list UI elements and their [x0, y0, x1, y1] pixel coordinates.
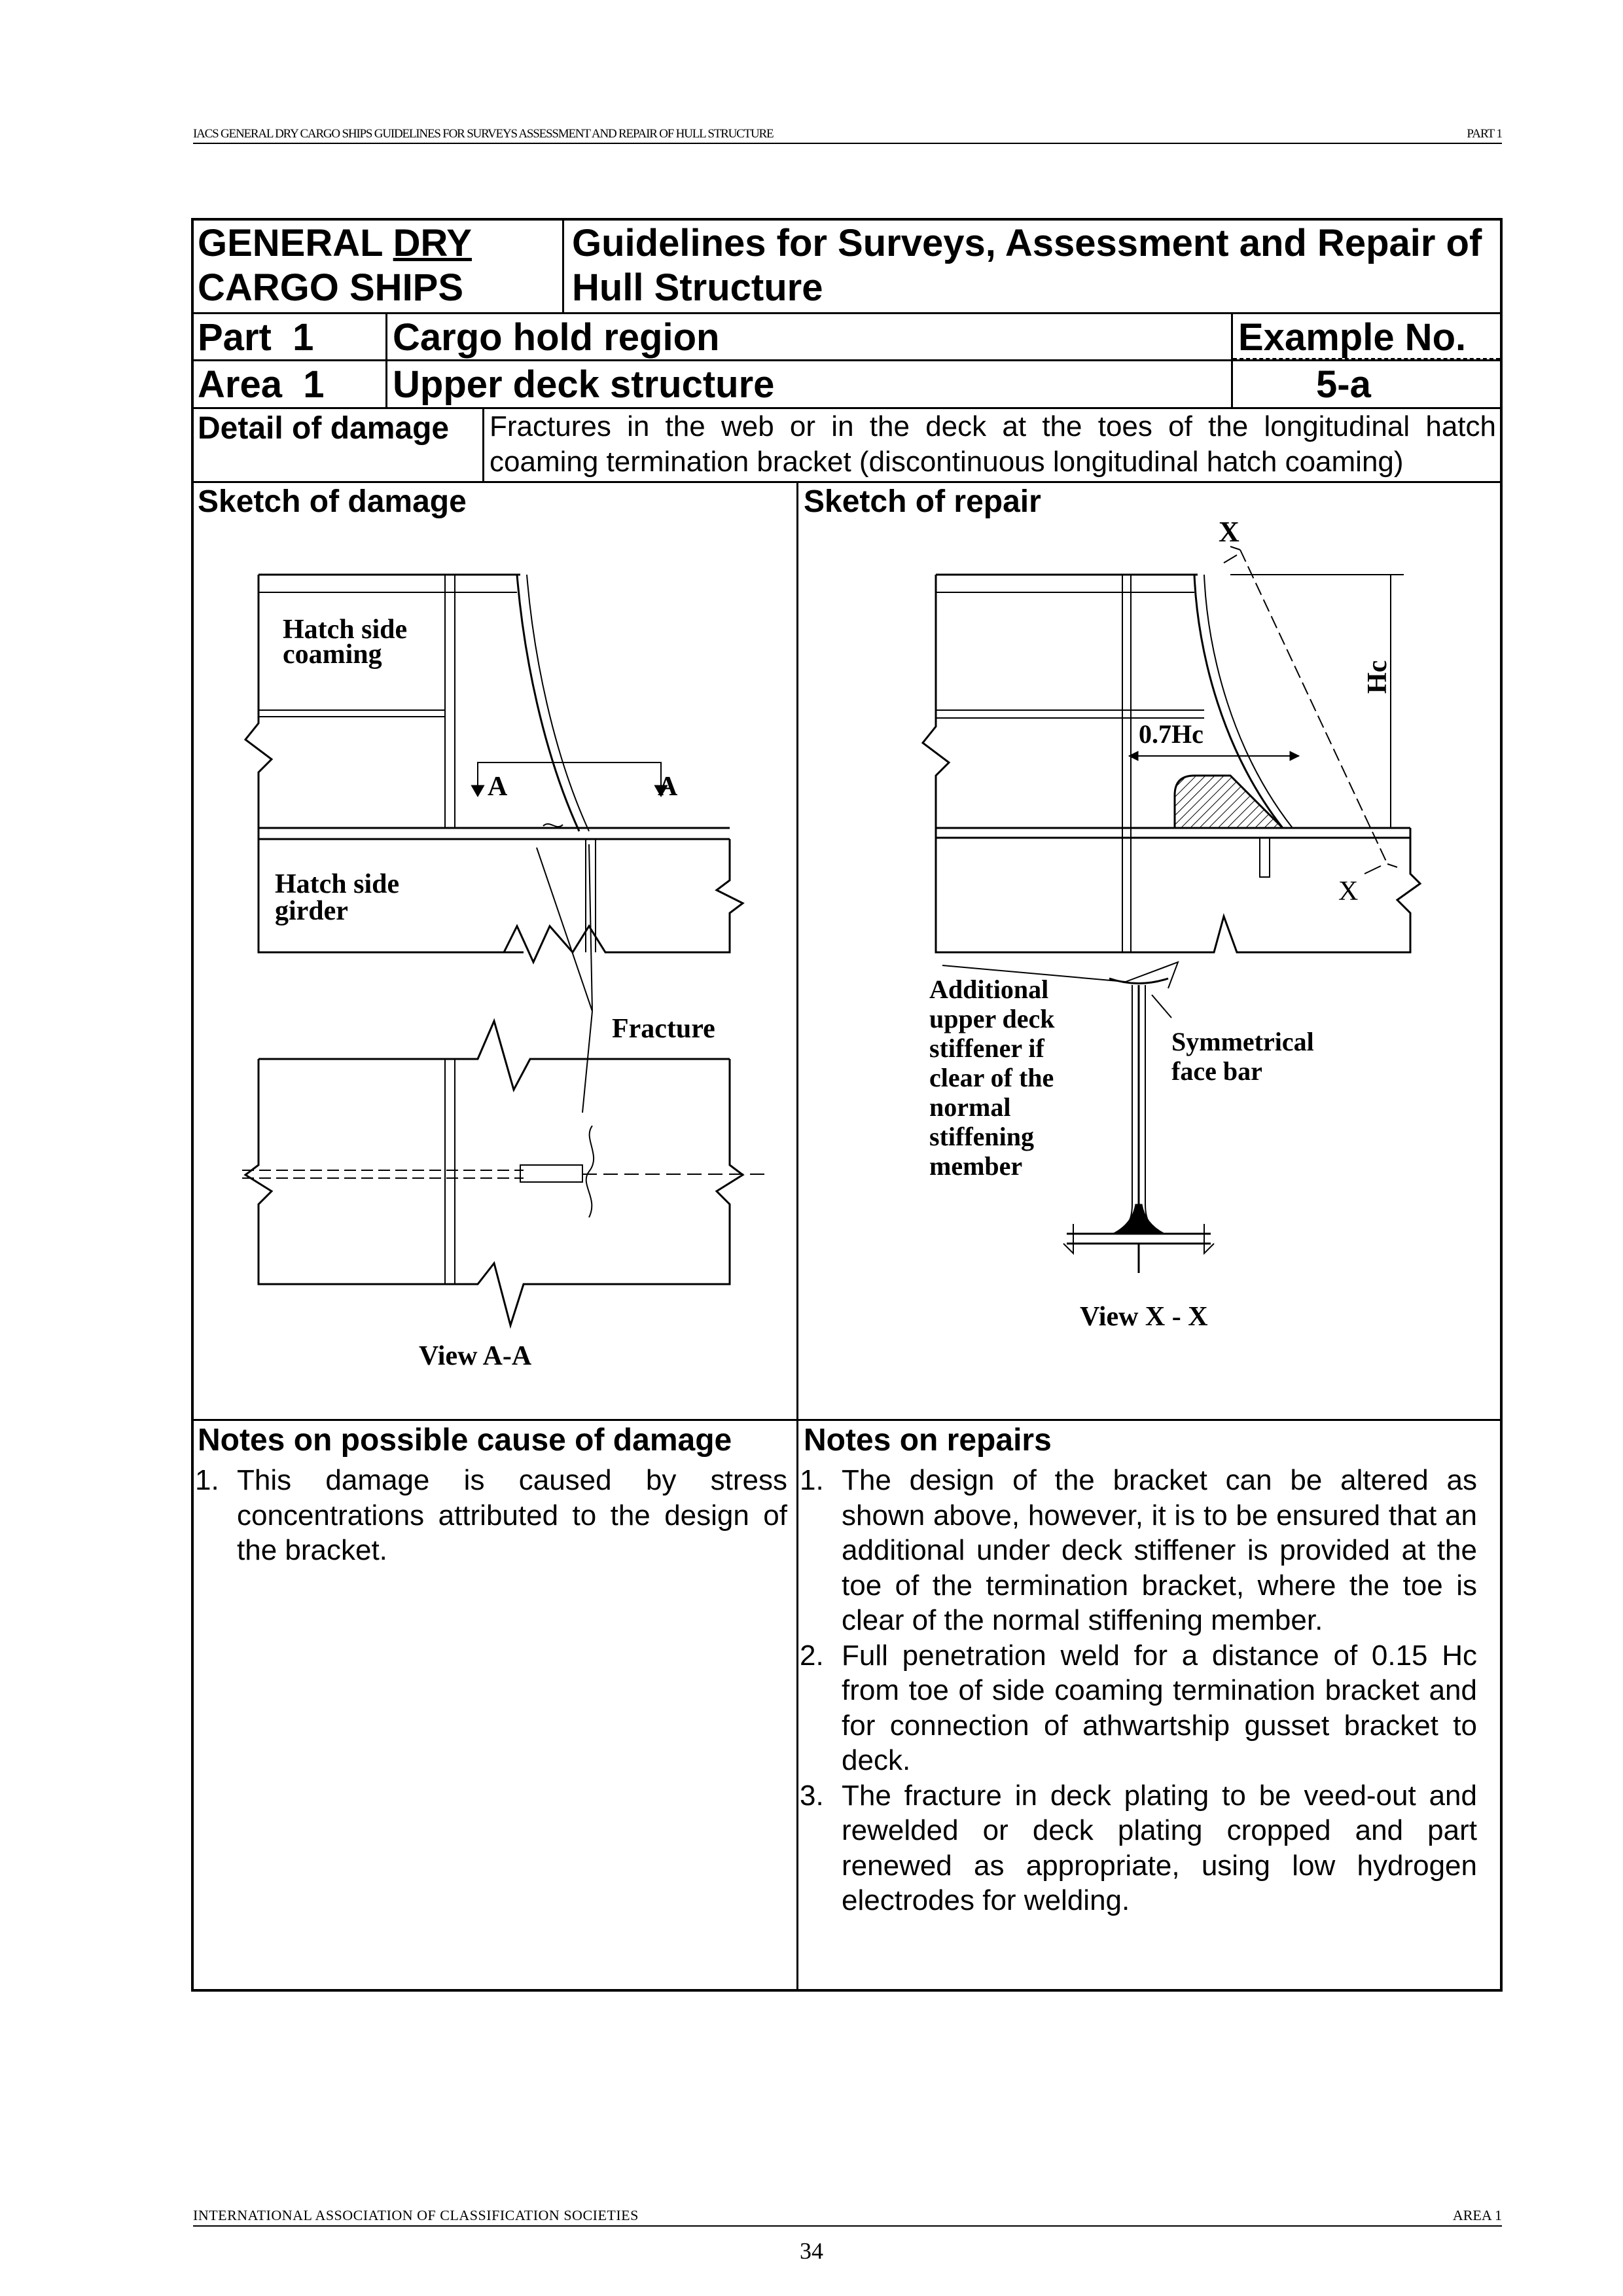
- detail-text: Fractures in the web or in the deck at the toes of the longitudinal hatch coaming termination bracket (discontinuous longitudinal hatch coaming): [490, 410, 1496, 478]
- example-label: Example No.: [1238, 316, 1467, 359]
- label-view-aa: View A-A: [419, 1341, 532, 1371]
- label-hatch-coaming-1: Hatch side: [283, 615, 408, 645]
- label-07hc: 0.7Hc: [1139, 719, 1204, 749]
- footer-org: INTERNATIONAL ASSOCIATION OF CLASSIFICATION SOCIETIES: [193, 2207, 639, 2223]
- repair-item: 1. The design of the bracket can be altered as shown above, however, it is to be ensured that an additional under deck stiffener is provided at the toe of the termination bracket, where the toe is clear of the normal stiffening member.: [800, 1464, 1477, 1636]
- repair-toe-stiffener: [1260, 838, 1270, 877]
- deck-xx: [1067, 1234, 1211, 1244]
- label-additional-4: clear of the: [929, 1063, 1054, 1092]
- label-section-a2: A: [658, 772, 678, 802]
- sketch-damage-heading: Sketch of damage: [198, 484, 467, 519]
- label-view-xx: View X - X: [1080, 1302, 1208, 1332]
- repair-deck: [936, 828, 1410, 838]
- label-hatch-girder-2: girder: [275, 896, 348, 926]
- ship-type-line2: CARGO SHIPS: [198, 266, 464, 309]
- label-symmetrical-2: face bar: [1171, 1056, 1262, 1086]
- face-bar: [1109, 978, 1168, 1230]
- repair-web: [1122, 575, 1131, 952]
- label-additional-2: upper deck: [929, 1004, 1055, 1033]
- area-name: Upper deck structure: [393, 363, 775, 406]
- detail-label: Detail of damage: [198, 411, 450, 446]
- label-additional-6: stiffening: [929, 1122, 1034, 1151]
- repair-item: 3. The fracture in deck plating to be veed-out and rewelded or deck plating cropped and part renewed as appropriate, using low hydrogen electrodes for welding.: [800, 1779, 1477, 1916]
- label-section-a1: A: [488, 772, 508, 802]
- part-label: Part 1: [198, 316, 314, 359]
- label-fracture: Fracture: [612, 1014, 715, 1044]
- sketch-repair-heading: Sketch of repair: [804, 484, 1041, 519]
- part-name: Cargo hold region: [393, 316, 720, 359]
- guideline-title-line2: Hull Structure: [572, 266, 823, 309]
- weld-xx: [1113, 1204, 1165, 1234]
- footer-area: AREA 1: [1452, 2207, 1502, 2223]
- label-additional-7: member: [929, 1151, 1023, 1181]
- repairs-heading: Notes on repairs: [804, 1423, 1052, 1458]
- cause-heading: Notes on possible cause of damage: [198, 1423, 732, 1458]
- gusset-bracket: [1175, 776, 1283, 828]
- label-additional-5: normal: [929, 1092, 1011, 1122]
- label-x-bottom: X: [1338, 876, 1359, 906]
- guideline-title: Guidelines for Surveys, Assessment and Repair of: [572, 222, 1482, 264]
- repair-stiffener-lines: [936, 710, 1204, 718]
- area-label: Area 1: [198, 363, 325, 406]
- page-number: 34: [800, 2238, 823, 2264]
- label-hatch-girder-1: Hatch side: [275, 869, 400, 899]
- header-title: IACS GENERAL DRY CARGO SHIPS GUIDELINES FOR SURVEYS ASSESSMENT AND REPAIR OF HULL STRUCTURE: [193, 127, 774, 141]
- example-value: 5-a: [1316, 363, 1371, 406]
- ship-type: GENERAL DRY: [198, 222, 472, 264]
- leader-symmetrical: [1152, 995, 1171, 1018]
- label-symmetrical-1: Symmetrical: [1171, 1027, 1314, 1056]
- header-part: PART 1: [1467, 127, 1502, 141]
- label-additional-3: stiffener if: [929, 1033, 1044, 1063]
- label-hc: Hc: [1363, 660, 1393, 694]
- running-footer: [193, 2206, 1502, 2227]
- label-hatch-coaming-2: coaming: [283, 639, 382, 670]
- cause-item: 1. This damage is caused by stress concentrations attributed to the design of the bracket.: [195, 1464, 787, 1566]
- label-x-top: X: [1219, 516, 1240, 548]
- repair-item: 2. Full penetration weld for a distance of 0.15 Hc from toe of side coaming termination bracket and for connection of athwartship gusset bracket to deck.: [800, 1639, 1477, 1776]
- label-additional-1: Additional: [929, 975, 1049, 1004]
